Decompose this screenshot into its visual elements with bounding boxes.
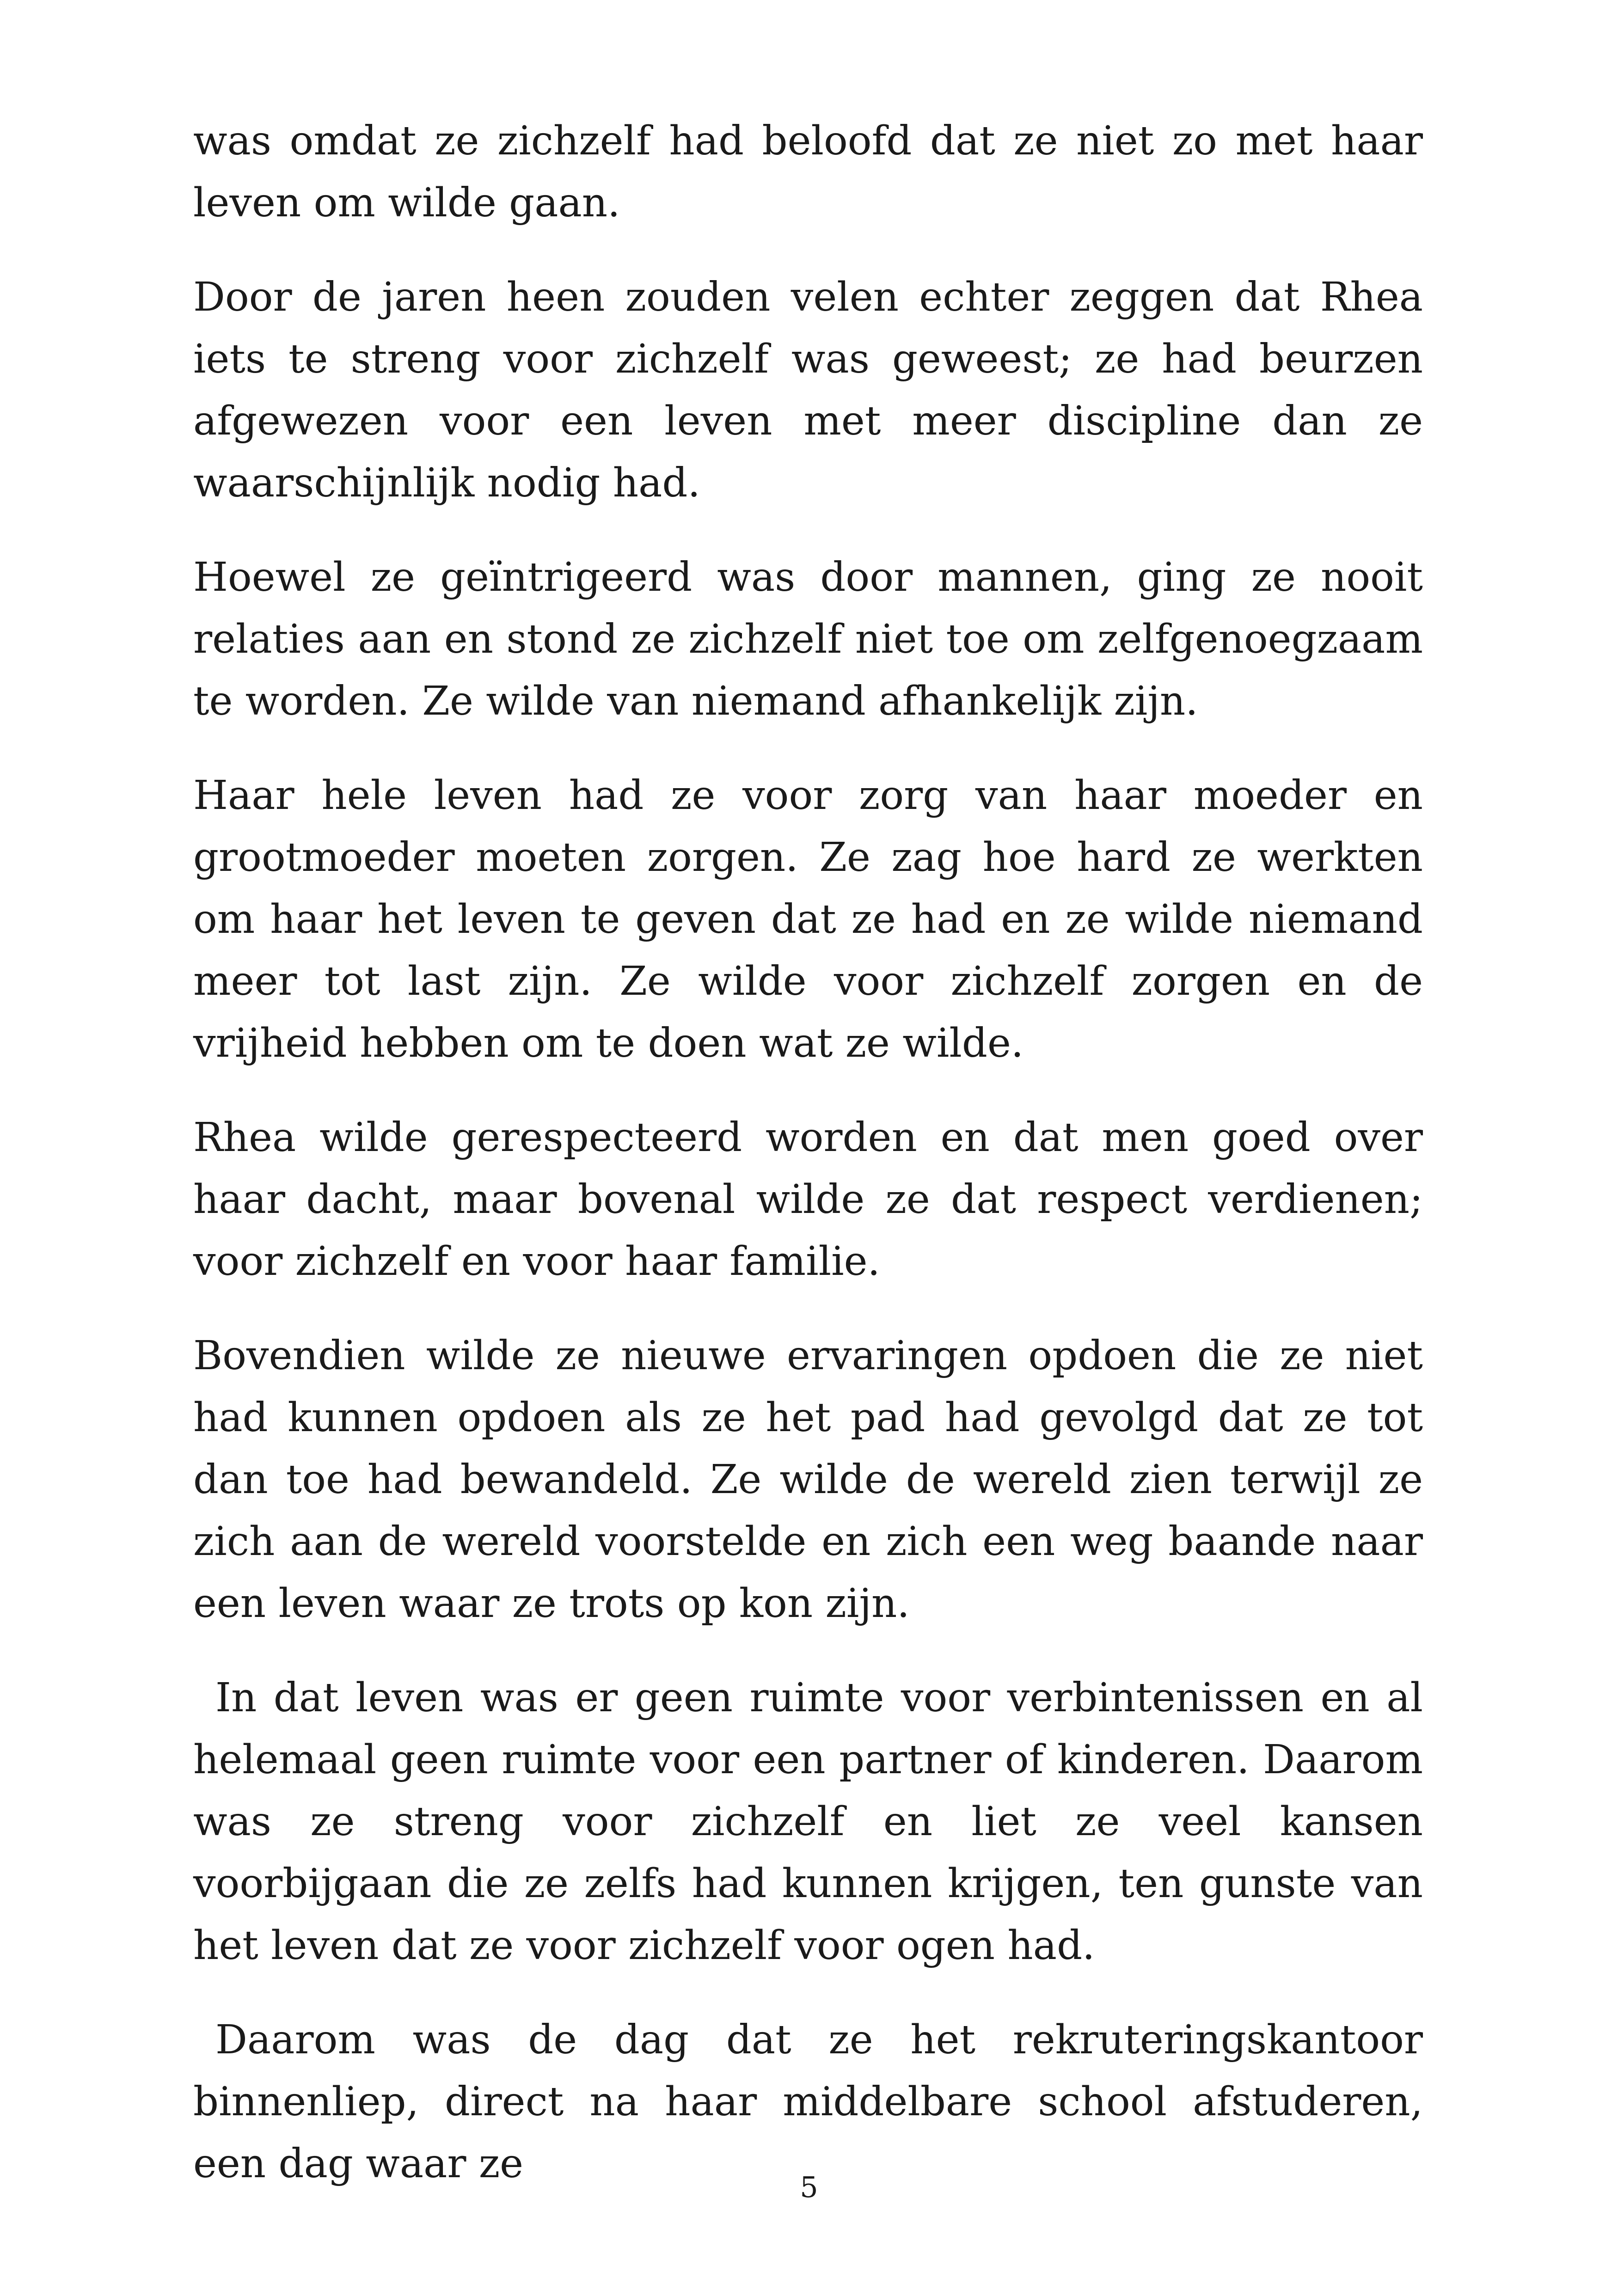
page-number: 5 [800, 2170, 818, 2204]
body-text [193, 110, 1423, 2227]
paragraph-5: Rhea wilde gerespecteerd worden en dat men goed over haar dacht, maar bovenal wilde ze dat respect verdienen; voor zichzelf en voor haar familie. [193, 1114, 1423, 1285]
paragraph-6: Bovendien wilde ze nieuwe ervaringen opdoen die ze niet had kunnen opdoen als ze het pad had gevolgd dat ze tot dan toe had bewandeld. Ze wilde de wereld zien terwijl ze zich aan de wereld voorstelde en zich een weg baande naar een leven waar ze trots op kon zijn. [193, 1333, 1423, 1627]
paragraph-7: In dat leven was er geen ruimte voor verbintenissen en al helemaal geen ruimte voor een partner of kinderen. Daarom was ze streng voor zichzelf en liet ze veel kansen voorbijgaan die ze zelfs had kunnen krijgen, ten gunste van het leven dat ze voor zichzelf voor ogen had. [193, 1675, 1423, 1969]
paragraph-1: was omdat ze zichzelf had beloofd dat ze niet zo met haar leven om wilde gaan. [193, 118, 1423, 226]
paragraph-2: Door de jaren heen zouden velen echter zeggen dat Rhea iets te streng voor zichzelf was geweest; ze had beurzen afgewezen voor een leven met meer discipline dan ze waarschijnlijk nodig had. [193, 274, 1423, 506]
paragraph-8: Daarom was de dag dat ze het rekruteringskantoor binnenliep, direct na haar middelbare school afstuderen, een dag waar ze [193, 2017, 1423, 2187]
paragraph-3: Hoewel ze geïntrigeerd was door mannen, ging ze nooit relaties aan en stond ze zichzelf niet toe om zelfgenoegzaam te worden. Ze wilde van niemand afhankelijk zijn. [193, 554, 1423, 724]
paragraph-4: Haar hele leven had ze voor zorg van haar moeder en grootmoeder moeten zorgen. Ze zag hoe hard ze werkten om haar het leven te geven dat ze had en ze wilde niemand meer tot last zijn. Ze wilde voor zichzelf zorgen en de vrijheid hebben om te doen wat ze wilde. [193, 772, 1423, 1066]
